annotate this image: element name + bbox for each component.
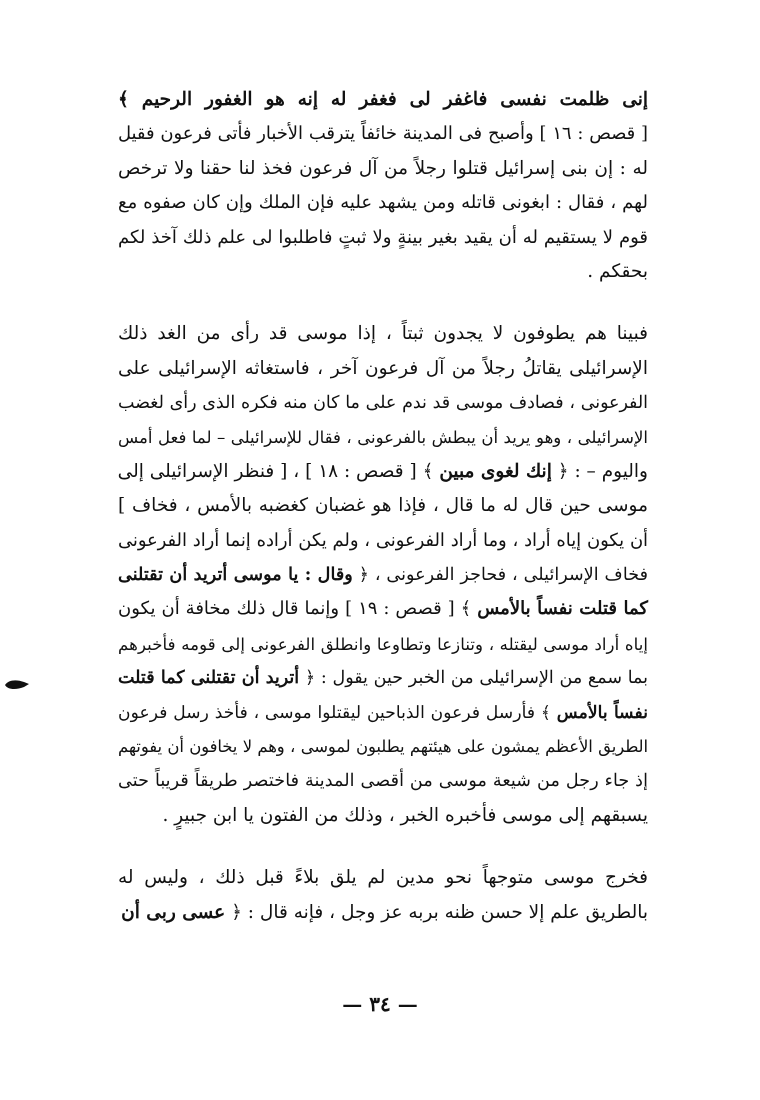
text-line xyxy=(118,730,648,764)
text-segment: إذ جاء رجل من شيعة موسى من أقصى المدينة فاختصر طريقاً قريباً حتى xyxy=(118,771,648,792)
paragraph-gap xyxy=(118,833,648,861)
paragraph xyxy=(118,317,648,833)
text-segment: الإسرائيلى يقاتلُ رجلاً من آل فرعون آخر ، فاستغاثه الإسرائيلى على xyxy=(118,357,648,379)
text-segment: بحقكم . xyxy=(587,260,648,282)
text-line xyxy=(118,83,648,117)
text-segment: ﴾ [ قصص : ١٨ ] ، [ فنظر الإسرائيلى إلى xyxy=(117,460,440,482)
quran-quote: وقال : يا موسى أتريد أن تقتلنى xyxy=(118,564,353,586)
text-segment: فخرج موسى متوجهاً نحو مدين لم يلق بلاءً قبل ذلك ، وليس له xyxy=(118,867,648,889)
text-line xyxy=(118,524,648,558)
text-line xyxy=(118,455,648,489)
quran-quote: نفساً بالأمس xyxy=(556,702,648,723)
text-line xyxy=(118,661,648,695)
text-segment: ﴾ [ قصص : ١٩ ] وإنما قال ذلك مخافة أن يكون xyxy=(118,598,478,620)
text-segment: بما سمع من الإسرائيلى من الخبر حين يقول : ﴿ xyxy=(299,668,649,689)
quran-quote: عسى ربى أن xyxy=(121,901,226,923)
text-line xyxy=(118,592,648,626)
text-line xyxy=(118,317,648,351)
quran-quote: كما قتلت نفساً بالأمس xyxy=(477,598,648,620)
text-line xyxy=(118,896,648,930)
text-line xyxy=(118,386,648,420)
text-segment: بالطريق علم إلا حسن ظنه بربه عز وجل ، فإنه قال : ﴿ xyxy=(225,901,648,923)
text-segment: لهم ، فقال : ابغونى قاتله ومن يشهد عليه فإن الملك وإن كان صفوه مع xyxy=(118,192,648,214)
page-number: — ٣٤ — xyxy=(342,992,418,1016)
text-line xyxy=(118,186,648,220)
text-segment: ﴾ فأرسل فرعون الذباحين ليقتلوا موسى ، فأخذ رسل فرعون xyxy=(118,702,557,723)
text-line xyxy=(118,799,648,833)
text-segment: الإسرائيلى ، وهو يريد أن يبطش بالفرعونى ، فقال للإسرائيلى – لما فعل أمس xyxy=(118,427,648,447)
text-segment: له : إن بنى إسرائيل قتلوا رجلاً من آل فرعون فخذ لنا حقنا ولا ترخص xyxy=(118,157,648,179)
paragraph xyxy=(118,861,648,930)
quran-quote: إنى ظلمت نفسى فاغفر لى فغفر له إنه هو الغفور الرحيم ﴾ xyxy=(118,89,648,110)
text-line xyxy=(118,117,648,151)
text-line xyxy=(118,558,648,592)
text-line xyxy=(118,421,648,455)
paragraph-gap xyxy=(118,289,648,317)
text-segment: موسى حين قال له ما قال ، فإذا هو غضبان كغضبه بالأمس ، فخاف ] xyxy=(118,495,648,517)
text-segment: الفرعونى ، فصادف موسى قد ندم على ما كان منه فكره الذى رأى لغضب xyxy=(118,393,648,414)
page-body xyxy=(118,83,648,930)
text-line xyxy=(118,861,648,895)
text-segment: إياه أراد موسى ليقتله ، وتنازعا وتطاوعا وانطلق الفرعونى إلى قومه فأخبرهم xyxy=(118,633,648,654)
text-segment: فبينا هم يطوفون لا يجدون ثبتاً ، إذا موسى قد رأى من الغد ذلك xyxy=(118,323,648,345)
text-line xyxy=(118,627,648,661)
text-line xyxy=(118,489,648,523)
text-segment: فخاف الإسرائيلى ، فحاجز الفرعونى ، ﴿ xyxy=(352,565,648,586)
quran-quote: أتريد أن تقتلنى كما قتلت xyxy=(118,668,300,689)
text-line xyxy=(118,764,648,798)
paragraph xyxy=(118,83,648,289)
text-line xyxy=(118,221,648,255)
text-segment: يسبقهم إلى موسى فأخبره الخبر ، وذلك من الفتون يا ابن جبيرٍ . xyxy=(162,804,648,826)
text-segment: قوم لا يستقيم له أن يقيد بغير بينةٍ ولا ثبتٍ فاطلبوا لى علم ذلك آخذ لكم xyxy=(118,226,648,248)
text-segment: [ قصص : ١٦ ] وأصبح فى المدينة خائفاً يترقب الأخبار فأتى فرعون فقيل xyxy=(118,123,649,145)
quran-quote: إنك لغوى مبين xyxy=(439,460,552,482)
text-line xyxy=(118,696,648,730)
text-segment: أن يكون إياه أراد ، وما أراد الفرعونى ، ولم يكن أراده إنما أراد الفرعونى xyxy=(118,529,648,551)
text-line xyxy=(118,255,648,289)
margin-ink-mark xyxy=(4,678,30,692)
text-segment: واليوم – : ﴿ xyxy=(551,460,648,482)
text-line xyxy=(118,352,648,386)
text-line xyxy=(118,152,648,186)
text-segment: الطريق الأعظم يمشون على هيئتهم يطلبون لموسى ، وهم لا يخافون أن يفوتهم xyxy=(118,737,648,757)
